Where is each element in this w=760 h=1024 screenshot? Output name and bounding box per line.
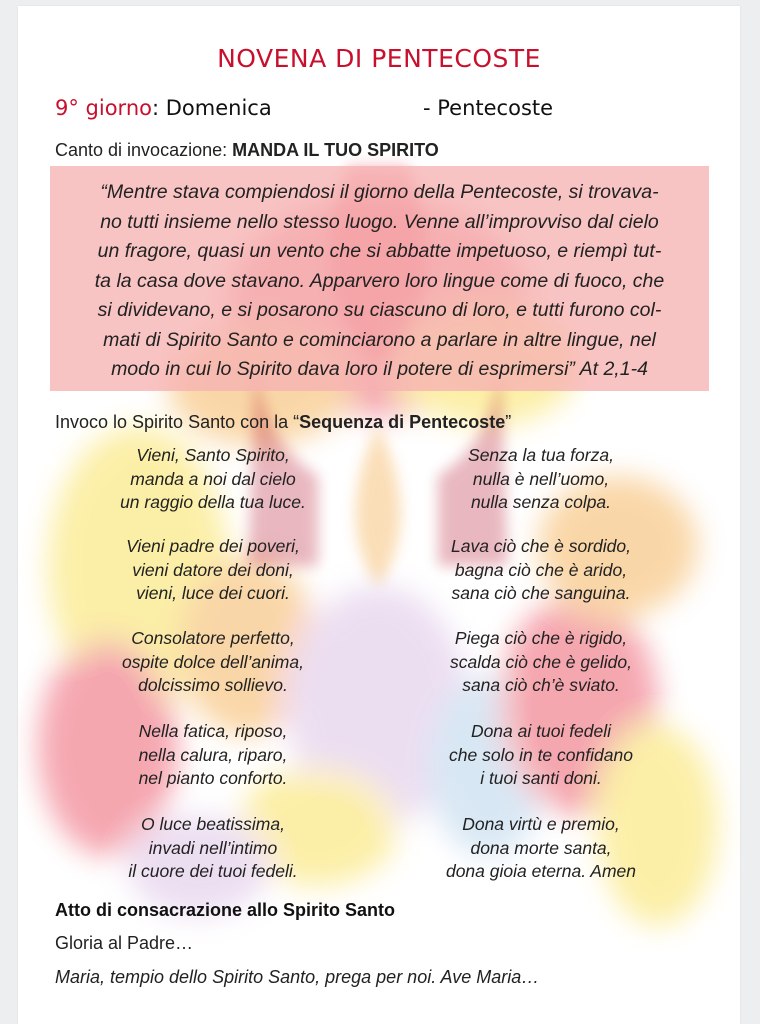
stanza-line: vieni, luce dei cuori. xyxy=(136,583,290,603)
stanza-line: Piega ciò che è rigido, xyxy=(454,628,628,648)
stanza-line: dolcissimo sollievo. xyxy=(138,675,288,695)
stanza-left xyxy=(78,444,348,515)
day-separator: : xyxy=(151,96,160,120)
quote-line: no tutti insieme nello stesso luogo. Venne all’improvviso dal cielo xyxy=(100,210,659,233)
sequence-intro-text: Invoco lo Spirito Santo con la “ xyxy=(55,412,300,432)
stanza-line: invadi nell’intimo xyxy=(148,837,278,858)
canto-line xyxy=(55,140,439,161)
quote-line: un fragore, quasi un vento che si abbatte impetuoso, e riempì tut- xyxy=(97,240,662,262)
stanza-line: Vieni, Santo Spirito, xyxy=(136,445,290,465)
scripture-quote xyxy=(58,178,701,385)
scripture-quote-box xyxy=(50,166,709,391)
stanza-line: dona gioia eterna. Amen xyxy=(445,861,637,881)
stanza-line: un raggio della tua luce. xyxy=(120,492,306,512)
stanza-left xyxy=(78,813,348,884)
stanza-right xyxy=(396,813,686,884)
stanza-line: Consolatore perfetto, xyxy=(131,628,295,648)
quote-line: si dividevano, e si posarono su ciascuno di loro, e tutti furono col- xyxy=(97,299,662,321)
stanza-line: nella calura, riparo, xyxy=(138,744,288,765)
stanza-left xyxy=(78,535,348,606)
stanza-line: nel pianto conforto. xyxy=(138,768,288,788)
stanza-line: Senza la tua forza, xyxy=(468,445,614,465)
stanza-line: sana ciò ch’è sviato. xyxy=(462,675,620,695)
stanza-line: Dona ai tuoi fedeli xyxy=(470,721,612,741)
marian-prayer-line: Maria, tempio dello Spirito Santo, prega per noi. Ave Maria… xyxy=(55,967,540,987)
stanza-line: Vieni padre dei poveri, xyxy=(126,536,300,556)
stanza-line: O luce beatissima, xyxy=(141,814,285,834)
stanza-line: vieni datore dei doni, xyxy=(132,559,294,580)
quote-line: “Mentre stava compiendosi il giorno della Pentecoste, si trovava- xyxy=(100,181,659,203)
quote-line: ta la casa dove stavano. Apparvero loro lingue come di fuoco, che xyxy=(94,269,665,292)
gloria-line: Gloria al Padre… xyxy=(55,933,194,953)
canto-song: MANDA IL TUO SPIRITO xyxy=(232,140,439,160)
quote-line: mati di Spirito Santo e cominciarono a parlare in altre lingue, nel xyxy=(103,328,656,351)
stanza-right xyxy=(396,535,686,606)
stanza-line: che solo in te confidano xyxy=(449,744,633,765)
stanza-line: manda a noi dal cielo xyxy=(130,468,296,489)
stanza-line: nulla senza colpa. xyxy=(470,492,612,512)
consecration-heading: Atto di consacrazione allo Spirito Santo xyxy=(55,900,396,920)
stanza-line: Dona virtù e premio, xyxy=(462,814,620,834)
stanza-line: il cuore dei tuoi fedeli. xyxy=(128,861,298,881)
stanza-line: ospite dolce dell’anima, xyxy=(122,651,304,672)
stanza-line: dona morte santa, xyxy=(470,837,612,858)
stanza-right xyxy=(396,444,686,515)
sequence-title: Sequenza di Pentecoste xyxy=(299,412,506,432)
page-title: NOVENA DI PENTECOSTE xyxy=(217,44,541,73)
novena-page xyxy=(18,6,740,1024)
stanza-left xyxy=(78,627,348,698)
canto-label: Canto di invocazione: xyxy=(55,140,233,160)
day-number: 9° giorno xyxy=(55,96,152,120)
sequence-intro xyxy=(55,412,511,433)
stanza-line: scalda ciò che è gelido, xyxy=(450,651,632,672)
quote-line: modo in cui lo Spirito dava loro il potere di esprimersi” At 2,1-4 xyxy=(111,358,648,380)
sequence-intro-close: ” xyxy=(505,412,512,432)
stanza-line: i tuoi santi doni. xyxy=(480,768,602,788)
stanza-line: sana ciò che sanguina. xyxy=(451,583,631,603)
stanza-line: Nella fatica, riposo, xyxy=(138,721,288,741)
stanza-line: Lava ciò che è sordido, xyxy=(451,536,631,556)
stanza-line: nulla è nell’uomo, xyxy=(472,468,610,489)
feast-name: - Pentecoste xyxy=(423,96,554,120)
day-heading xyxy=(55,96,554,120)
stanza-right xyxy=(396,720,686,791)
stanza-right xyxy=(396,627,686,698)
stanza-left xyxy=(78,720,348,791)
stanza-line: bagna ciò che è arido, xyxy=(454,559,628,580)
day-weekday: Domenica xyxy=(159,96,272,120)
